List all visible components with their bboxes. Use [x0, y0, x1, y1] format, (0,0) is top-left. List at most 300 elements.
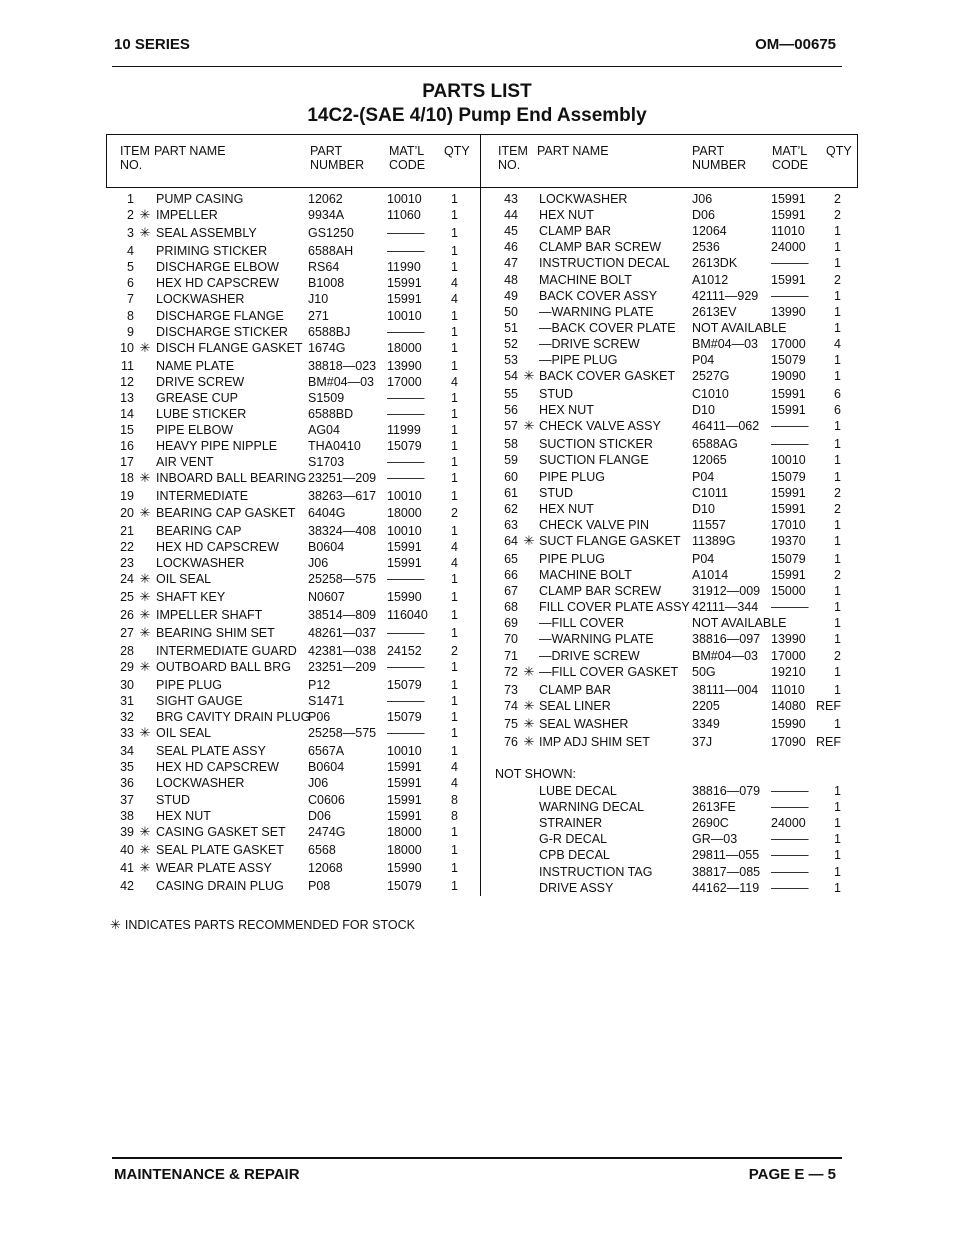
- part-name: BRG CAVITY DRAIN PLUG: [156, 710, 311, 725]
- part-name: HEX HD CAPSCREW: [156, 539, 279, 554]
- part-number: P06: [308, 710, 331, 725]
- header-series: 10 SERIES: [114, 36, 190, 53]
- part-number: A1012: [692, 272, 729, 287]
- part-number: B0604: [308, 539, 345, 554]
- material-code: 15991: [771, 403, 806, 418]
- quantity: 4: [451, 555, 458, 570]
- part-number: 50G: [692, 664, 716, 679]
- quantity: 1: [451, 226, 458, 241]
- table-row: [0, 599, 954, 615]
- table-row: [0, 759, 954, 775]
- quantity: 2: [451, 643, 458, 658]
- quantity: 1: [451, 407, 458, 421]
- not-shown-label: NOT SHOWN:: [495, 767, 577, 781]
- part-number: 48261—037: [308, 625, 377, 640]
- item-number: 22: [120, 539, 134, 554]
- table-row: [0, 583, 954, 599]
- quantity: 1: [451, 423, 458, 438]
- part-name: BEARING CAP: [156, 523, 242, 538]
- part-number: 3349: [692, 716, 720, 731]
- material-code: 18000: [387, 505, 422, 520]
- material-code: 15000: [771, 584, 806, 599]
- material-code: 15990: [771, 716, 806, 731]
- item-number: 3: [127, 226, 134, 241]
- part-name: HEAVY PIPE NIPPLE: [156, 439, 278, 454]
- item-number: 62: [504, 501, 518, 516]
- table-row: [0, 368, 954, 384]
- material-code: 17000: [771, 336, 806, 351]
- quantity: REF: [816, 734, 841, 749]
- material-code: 19370: [771, 533, 806, 548]
- material-code: 15990: [387, 860, 422, 875]
- part-name: SHAFT KEY: [156, 589, 226, 604]
- table-row: [0, 567, 954, 583]
- table-row: [0, 864, 954, 880]
- part-number: S1703: [308, 455, 345, 470]
- item-number: 37: [120, 792, 134, 807]
- part-name: SEAL ASSEMBLY: [156, 226, 257, 241]
- col-header-matl-code: MAT’L CODE: [389, 144, 426, 172]
- stock-note-text: INDICATES PARTS RECOMMENDED FOR STOCK: [124, 918, 415, 932]
- material-code: 15079: [771, 469, 806, 484]
- quantity: 1: [834, 517, 841, 532]
- part-number: S1471: [308, 694, 345, 708]
- asterisk-icon: ✳: [139, 470, 151, 486]
- quantity: 4: [451, 374, 458, 389]
- part-number: 6588BJ: [308, 324, 351, 339]
- part-number: 42111—344: [692, 600, 759, 615]
- quantity: REF: [816, 698, 841, 713]
- quantity: 4: [451, 776, 458, 791]
- part-name: STUD: [539, 387, 574, 402]
- part-name: IMPELLER: [156, 208, 218, 223]
- material-code: 15991: [387, 760, 422, 775]
- table-row: [0, 386, 954, 402]
- part-name: INTERMEDIATE GUARD: [156, 643, 297, 658]
- material-code: 10010: [771, 453, 806, 468]
- material-code: 10010: [387, 523, 422, 538]
- part-number: D10: [692, 403, 715, 418]
- part-name: PUMP CASING: [156, 192, 244, 206]
- item-number: 57: [504, 419, 518, 434]
- item-number: 17: [120, 455, 134, 470]
- quantity: 6: [834, 387, 841, 402]
- material-code: 11010: [771, 682, 805, 697]
- asterisk-icon: ✳: [139, 823, 151, 839]
- item-number: 46: [504, 240, 518, 255]
- asterisk-icon: ✳: [139, 339, 151, 355]
- part-number: 12064: [692, 224, 727, 239]
- quantity: 1: [451, 244, 458, 259]
- item-number: 53: [504, 353, 518, 367]
- col-header-qty: QTY: [444, 144, 470, 158]
- part-number: C0606: [308, 792, 345, 807]
- part-name: STUD: [156, 792, 191, 807]
- asterisk-icon: ✳: [523, 532, 535, 548]
- part-name: DRIVE SCREW: [156, 374, 245, 389]
- part-number: D06: [692, 208, 715, 223]
- part-number: 12065: [692, 453, 727, 468]
- quantity: 1: [834, 880, 841, 895]
- item-number: 25: [120, 589, 134, 604]
- part-name: SIGHT GAUGE: [156, 694, 243, 708]
- part-name: HEX NUT: [156, 808, 211, 823]
- asterisk-icon: ✳: [139, 225, 151, 241]
- part-number: J10: [308, 292, 329, 307]
- part-name: SEAL PLATE GASKET: [156, 842, 284, 857]
- quantity: 1: [451, 390, 458, 405]
- asterisk-icon: ✳: [523, 368, 535, 384]
- material-code: ———: [771, 419, 809, 434]
- material-code: 15991: [771, 485, 806, 500]
- item-number: 34: [120, 744, 134, 759]
- asterisk-icon: ✳: [523, 733, 535, 749]
- part-name: MACHINE BOLT: [539, 272, 632, 287]
- part-number: 2613DK: [692, 256, 738, 271]
- part-number: 25258—575: [308, 726, 377, 741]
- part-number: P04: [692, 469, 715, 484]
- quantity: 1: [834, 848, 841, 863]
- material-code: 17000: [387, 374, 422, 389]
- part-name: PIPE PLUG: [539, 469, 605, 484]
- quantity: 1: [834, 320, 841, 335]
- part-name: OIL SEAL: [156, 571, 212, 586]
- quantity: 4: [451, 292, 458, 307]
- material-code: 19210: [771, 664, 806, 679]
- table-row: [0, 698, 954, 714]
- table-row: [0, 207, 954, 223]
- item-number: 39: [120, 824, 134, 839]
- item-number: 68: [504, 600, 518, 615]
- item-number: 13: [120, 390, 134, 405]
- part-name: —FILL COVER GASKET: [539, 664, 679, 679]
- part-name: BEARING SHIM SET: [156, 625, 275, 640]
- table-row: [0, 682, 954, 698]
- quantity: 1: [451, 308, 458, 323]
- part-number: J06: [308, 776, 329, 791]
- part-name: G-R DECAL: [539, 832, 608, 847]
- table-row: [0, 783, 954, 799]
- asterisk-icon: ✳: [139, 588, 151, 604]
- part-number: THA0410: [308, 439, 361, 454]
- part-number: 25258—575: [308, 571, 377, 586]
- part-name: OUTBOARD BALL BRG: [156, 659, 291, 674]
- item-number: 7: [127, 292, 134, 307]
- quantity: 1: [834, 716, 841, 731]
- item-number: 33: [120, 726, 134, 741]
- material-code: 15079: [387, 439, 422, 454]
- part-name: INSTRUCTION DECAL: [539, 256, 670, 271]
- quantity: 2: [834, 485, 841, 500]
- material-code: 15991: [771, 568, 806, 582]
- item-number: 44: [504, 208, 518, 223]
- item-number: 28: [120, 643, 134, 658]
- material-code: 15079: [771, 353, 806, 367]
- material-code: 11990: [387, 260, 421, 275]
- quantity: 1: [834, 256, 841, 271]
- table-row: [0, 320, 954, 336]
- col-header-part-name: PART NAME: [154, 144, 226, 158]
- item-number: 59: [504, 453, 518, 468]
- part-name: IMP ADJ SHIM SET: [539, 734, 650, 749]
- part-name: DISCHARGE FLANGE: [156, 308, 284, 323]
- part-number: 1674G: [308, 340, 346, 355]
- material-code: 15991: [387, 276, 422, 291]
- table-row: [0, 799, 954, 815]
- material-code: 13990: [771, 304, 806, 319]
- quantity: 1: [834, 304, 841, 319]
- quantity: 2: [834, 648, 841, 663]
- quantity: 1: [451, 694, 458, 708]
- part-name: SUCTION FLANGE: [539, 453, 649, 468]
- material-code: 15991: [771, 192, 806, 206]
- material-code: 10010: [387, 489, 422, 504]
- part-number: 38816—079: [692, 784, 761, 798]
- table-row: [0, 288, 954, 304]
- part-number: 42381—038: [308, 643, 377, 658]
- part-name: HEX NUT: [539, 501, 594, 516]
- quantity: 4: [451, 276, 458, 291]
- part-name: PRIMING STICKER: [156, 244, 268, 259]
- col-header-part-name: PART NAME: [537, 144, 609, 158]
- asterisk-icon: ✳: [110, 917, 121, 932]
- table-row: [0, 880, 954, 896]
- part-number: N0607: [308, 589, 345, 604]
- quantity: 1: [451, 192, 458, 206]
- table-row: [0, 304, 954, 320]
- item-number: 56: [504, 403, 518, 418]
- table-row: [0, 847, 954, 863]
- item-number: 18: [120, 471, 134, 486]
- table-row: [0, 239, 954, 255]
- quantity: 1: [834, 453, 841, 468]
- table-row: [0, 485, 954, 501]
- part-name: SUCT FLANGE GASKET: [539, 533, 681, 548]
- table-row: [0, 469, 954, 485]
- asterisk-icon: ✳: [523, 418, 535, 434]
- part-name: —PIPE PLUG: [539, 353, 618, 367]
- material-code: 15079: [771, 551, 806, 566]
- part-number: 2205: [692, 698, 720, 713]
- part-name: WEAR PLATE ASSY: [156, 860, 272, 875]
- asterisk-icon: ✳: [139, 841, 151, 857]
- material-code: ———: [771, 600, 809, 615]
- material-code: ———: [387, 407, 425, 421]
- table-row: [0, 418, 954, 434]
- material-code: 13990: [387, 358, 422, 373]
- quantity: 1: [834, 533, 841, 548]
- item-number: 21: [120, 523, 134, 538]
- table-row: [0, 533, 954, 549]
- item-number: 2: [127, 208, 134, 223]
- material-code: 14080: [771, 698, 806, 713]
- quantity: 1: [451, 744, 458, 759]
- material-code: 24152: [387, 643, 422, 658]
- item-number: 61: [504, 485, 518, 500]
- part-number: 12062: [308, 192, 343, 206]
- item-number: 63: [504, 517, 518, 532]
- page-subtitle: 14C2-(SAE 4/10) Pump End Assembly: [307, 105, 647, 126]
- asterisk-icon: ✳: [139, 606, 151, 622]
- part-name: CLAMP BAR: [539, 682, 612, 697]
- item-number: 60: [504, 469, 518, 484]
- material-code: ———: [387, 471, 425, 486]
- part-name: AIR VENT: [156, 455, 214, 470]
- material-code: 10010: [387, 308, 422, 323]
- item-number: 69: [504, 616, 518, 631]
- header-rule: [112, 66, 842, 67]
- quantity: 1: [451, 471, 458, 486]
- table-row: [0, 551, 954, 567]
- part-number: 12068: [308, 860, 343, 875]
- part-number: 38324—408: [308, 523, 377, 538]
- part-number: 6567A: [308, 744, 345, 759]
- quantity: 1: [451, 523, 458, 538]
- quantity: 1: [834, 616, 841, 631]
- quantity: 1: [451, 710, 458, 725]
- item-number: 32: [120, 710, 134, 725]
- material-code: 15079: [387, 878, 422, 893]
- footer-section: MAINTENANCE & REPAIR: [114, 1166, 300, 1183]
- quantity: 2: [834, 501, 841, 516]
- quantity: 1: [451, 607, 458, 622]
- part-name: HEX NUT: [539, 208, 594, 223]
- quantity: 1: [451, 726, 458, 741]
- col-header-matl-code: MAT’L CODE: [772, 144, 809, 172]
- quantity: 1: [451, 208, 458, 223]
- item-number: 74: [504, 698, 518, 713]
- quantity: 2: [834, 272, 841, 287]
- item-number: 16: [120, 439, 134, 454]
- table-row: [0, 352, 954, 368]
- material-code: 24000: [771, 240, 806, 255]
- quantity: 1: [834, 800, 841, 815]
- item-number: 19: [120, 489, 134, 504]
- item-number: 40: [120, 842, 134, 857]
- col-header-item: ITEM NO.: [498, 144, 528, 172]
- col-header-item: ITEM NO.: [120, 144, 150, 172]
- material-code: 11060: [387, 208, 421, 223]
- part-number: P08: [308, 878, 331, 893]
- item-number: 41: [120, 860, 134, 875]
- part-name: WARNING DECAL: [539, 800, 645, 815]
- quantity: 1: [451, 677, 458, 692]
- item-number: 10: [120, 340, 134, 355]
- item-number: 45: [504, 224, 518, 239]
- part-name: DRIVE ASSY: [539, 880, 614, 895]
- part-number: B1008: [308, 276, 345, 291]
- quantity: 1: [834, 864, 841, 879]
- material-code: ———: [771, 800, 809, 815]
- part-name: IMPELLER SHAFT: [156, 607, 263, 622]
- material-code: 17090: [771, 734, 806, 749]
- item-number: 71: [504, 648, 518, 663]
- material-code: 15991: [771, 501, 806, 516]
- part-number: J06: [692, 192, 713, 206]
- item-number: 70: [504, 632, 518, 647]
- material-code: ———: [387, 659, 425, 674]
- part-name: LUBE STICKER: [156, 407, 247, 421]
- part-name: —DRIVE SCREW: [539, 648, 640, 663]
- part-number: 2474G: [308, 824, 346, 839]
- quantity: 1: [451, 842, 458, 857]
- part-name: STRAINER: [539, 816, 603, 831]
- material-code: ———: [771, 437, 809, 452]
- material-code: 18000: [387, 842, 422, 857]
- quantity: 1: [451, 860, 458, 875]
- part-number: RS64: [308, 260, 340, 275]
- part-name: PIPE PLUG: [156, 677, 222, 692]
- asterisk-icon: ✳: [523, 715, 535, 731]
- footer-rule: [112, 1157, 842, 1159]
- material-code: 15991: [387, 792, 422, 807]
- quantity: 1: [834, 682, 841, 697]
- quantity: 6: [834, 403, 841, 418]
- part-name: OIL SEAL: [156, 726, 212, 741]
- table-row: [0, 664, 954, 680]
- item-number: 58: [504, 437, 518, 452]
- item-number: 55: [504, 387, 518, 402]
- part-name: CLAMP BAR SCREW: [539, 240, 662, 255]
- part-name: CASING GASKET SET: [156, 824, 286, 839]
- page-title: PARTS LIST: [422, 81, 532, 102]
- material-code: 11999: [387, 423, 421, 438]
- part-number: B0604: [308, 760, 345, 775]
- quantity: 2: [451, 505, 458, 520]
- part-name: CHECK VALVE PIN: [539, 517, 649, 532]
- item-number: 27: [120, 625, 134, 640]
- col-header-part-number: PART NUMBER: [310, 144, 365, 172]
- part-name: HEX HD CAPSCREW: [156, 276, 279, 291]
- part-number: C1011: [692, 485, 728, 500]
- material-code: ———: [387, 726, 425, 741]
- part-name: NAME PLATE: [156, 358, 235, 373]
- quantity: 2: [834, 568, 841, 582]
- part-name: INTERMEDIATE: [156, 489, 249, 504]
- part-name: PIPE PLUG: [539, 551, 605, 566]
- part-number: AG04: [308, 423, 340, 438]
- item-number: 49: [504, 288, 518, 303]
- part-name: LOCKWASHER: [156, 555, 245, 570]
- quantity: 1: [834, 816, 841, 831]
- part-number: 6588AG: [692, 437, 738, 452]
- item-number: 36: [120, 776, 134, 791]
- quantity: 1: [834, 353, 841, 367]
- quantity: 1: [834, 600, 841, 615]
- part-name: CPB DECAL: [539, 848, 610, 863]
- part-number: GS1250: [308, 226, 354, 241]
- table-row: [0, 191, 954, 207]
- material-code: 17010: [771, 517, 806, 532]
- material-code: 116040: [387, 607, 428, 622]
- quantity: 1: [451, 589, 458, 604]
- part-name: DISCHARGE ELBOW: [156, 260, 279, 275]
- table-row: [0, 255, 954, 271]
- item-number: 9: [127, 324, 134, 339]
- table-row: [0, 223, 954, 239]
- part-name: SEAL WASHER: [539, 716, 629, 731]
- part-name: LOCKWASHER: [156, 776, 245, 791]
- header-doc-number: OM—00675: [755, 36, 836, 53]
- part-name: SUCTION STICKER: [539, 437, 653, 452]
- part-name: —WARNING PLATE: [539, 304, 654, 319]
- part-number: 38263—617: [308, 489, 377, 504]
- material-code: 15079: [387, 710, 422, 725]
- item-number: 76: [504, 734, 518, 749]
- item-number: 6: [127, 276, 134, 291]
- table-row: [0, 631, 954, 647]
- material-code: 15079: [387, 677, 422, 692]
